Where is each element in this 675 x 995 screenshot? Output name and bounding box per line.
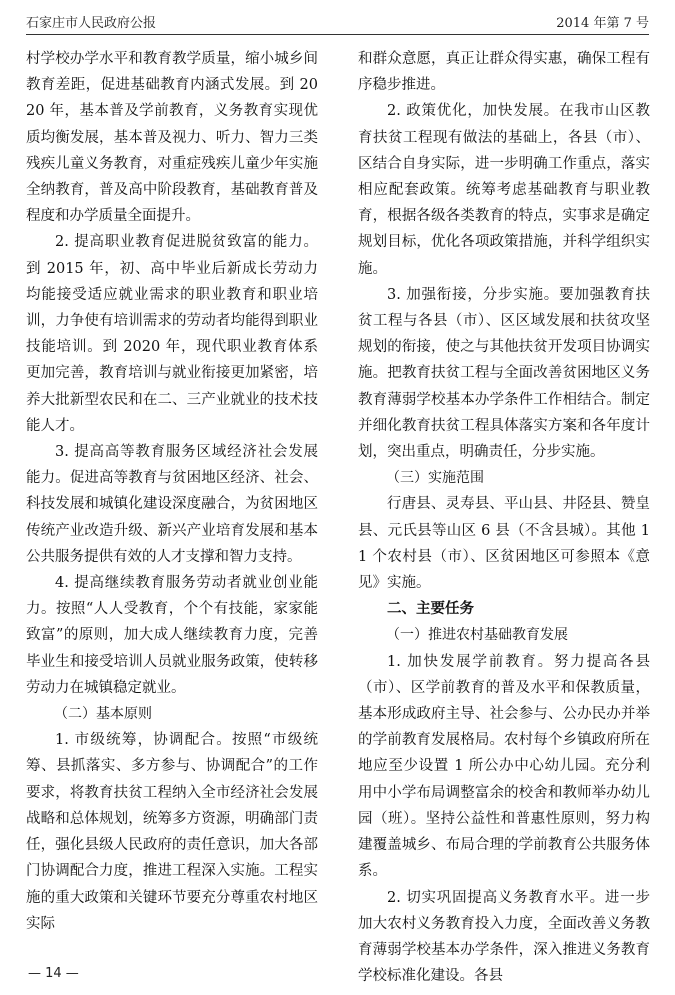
page-header	[26, 10, 649, 32]
subheading-scope: （三）实施范围	[386, 470, 484, 487]
paragraph-policy: 2. 政策优化，加快发展。在我市山区教育扶贫工程现有做法的基础上，各县（市）、区结合自身实际，进一步明确工作重点，落实相应配套政策。统筹考虑基础教育与职业教育，根据各级各类教育的特点，实事求是确定规划目标，优化各项政策措施，并科学组织实施。	[358, 103, 650, 277]
publication-title: 石家庄市人民政府公报	[26, 15, 157, 31]
right-column	[358, 46, 650, 989]
header-divider	[26, 34, 649, 35]
paragraph-linkage: 3. 加强衔接，分步实施。要加强教育扶贫工程与各县（市）、区区域发展和扶贫攻坚规划的衔接，使之与其他扶贫开发项目协调实施。把教育扶贫工程与全面改善贫困地区义务教育薄弱学校基本办学条件工作相结合。制定并细化教育扶贫工程具体落实方案和各年度计划，突出重点，明确责任，分步实施。	[358, 286, 650, 461]
paragraph-compulsory-education: 2. 切实巩固提高义务教育水平。进一步加大农村义务教育投入力度，全面改善义务教育薄弱学校基本办学条件，深入推进义务教育学校标准化建设。各县	[358, 889, 650, 985]
subheading-rural-education: （一）推进农村基础教育发展	[386, 627, 568, 644]
paragraph-vocational: 2. 提高职业教育促进脱贫致富的能力。到 2015 年，初、高中毕业后新成长劳动力均能接受适应就业需求的职业教育和职业培训，力争使有培训需求的劳动者均能得到职业技能培训。到 2020 年，现代职业教育体系更加完善，教育培训与就业衔接更加紧密，培养大批新型农民和在二、三产业就业的技术技能人才。	[26, 234, 318, 434]
left-column	[26, 46, 318, 937]
paragraph-preschool: 1. 加快发展学前教育。努力提高各县（市）、区学前教育的普及水平和保教质量，基本形成政府主导、社会参与、公办民办并举的学前教育发展格局。农村每个乡镇政府所在地应至少设置 1 所公办中心幼儿园。充分利用中小学布局调整富余的校舍和教师举办幼儿园（班）。坚持公益性和普惠性原则，努力构建覆盖城乡、布局合理的学前教育公共服务体系。	[358, 653, 650, 880]
issue-number: 2014 年第 7 号	[556, 15, 649, 31]
paragraph-continuing-education: 4. 提高继续教育服务劳动者就业创业能力。按照“人人受教育，个个有技能，家家能致富”的原则，加大成人继续教育力度，完善毕业生和接受培训人员就业服务政策，使转移劳动力在城镇稳定就业。	[26, 575, 318, 696]
section-heading-main-tasks: 二、主要任务	[387, 601, 474, 618]
paragraph-coordination: 1. 市级统筹，协调配合。按照“市级统筹、县抓落实、多方参与、协调配合”的工作要求，将教育扶贫工程纳入全市经济社会发展战略和总体规划，统筹多方资源，明确部门责任，强化县级人民政府的责任意识，加大各部门协调配合力度，推进工程深入实施。工程实施的重大政策和关键环节要充分尊重农村地区实际	[26, 732, 318, 932]
paragraph-continuation: 村学校办学水平和教育教学质量，缩小城乡间教育差距，促进基础教育内涵式发展。到 2020 年，基本普及学前教育，义务教育实现优质均衡发展，基本普及视力、听力、智力三类残疾儿童义务教育，对重症残疾儿童少年实施全纳教育，普及高中阶段教育，基础教育普及程度和办学质量全面提升。	[26, 51, 318, 225]
paragraph-counties: 行唐县、灵寿县、平山县、井陉县、赞皇县、元氏县等山区 6 县（不含县城）。其他 11 个农村县（市）、区贫困地区可参照本《意见》实施。	[358, 496, 650, 592]
page-number: — 14 —	[28, 966, 79, 981]
subheading-basic-principles: （二）基本原则	[54, 706, 152, 723]
paragraph-continuation-right: 和群众意愿，真正让群众得实惠，确保工程有序稳步推进。	[358, 51, 650, 94]
paragraph-higher-education: 3. 提高高等教育服务区域经济社会发展能力。促进高等教育与贫困地区经济、社会、科技发展和城镇化建设深度融合，为贫困地区传统产业改造升级、新兴产业培育发展和基本公共服务提供有效的人才支撑和智力支持。	[26, 444, 318, 565]
